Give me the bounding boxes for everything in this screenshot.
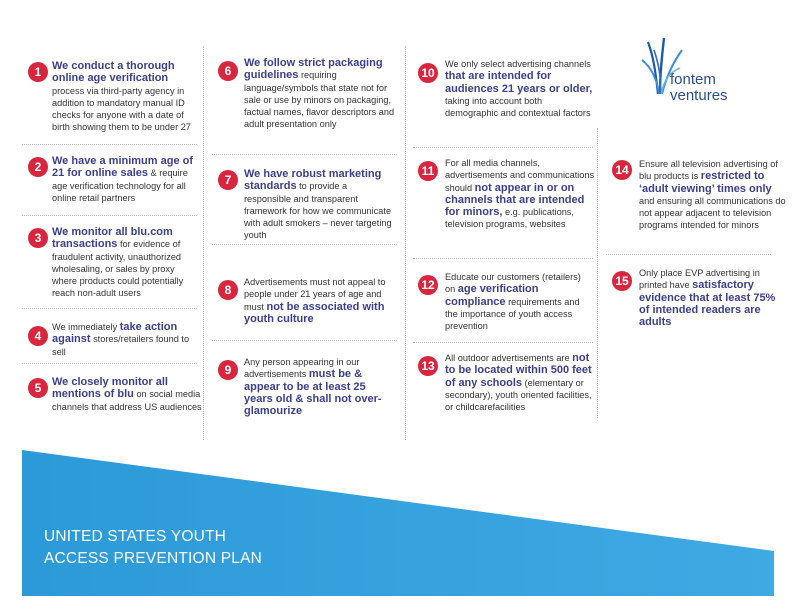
item-number-badge: 2: [28, 157, 48, 177]
title-banner: [22, 450, 774, 596]
item-text: [52, 226, 202, 300]
item-number-badge: 6: [218, 61, 238, 81]
column-divider: [203, 46, 204, 440]
item-number-badge: 12: [418, 275, 438, 295]
item-text-pre: Any person appearing in our advertisements: [244, 357, 360, 380]
row-divider: [22, 308, 197, 309]
item-text-post: on social media channels that address US audiences: [52, 389, 202, 412]
logo-name-line2: ventures: [670, 87, 728, 104]
item-text: [244, 57, 396, 131]
row-divider: [212, 154, 397, 155]
item-text-highlight: must be & appear to be at least 25 years old & shall not over-glamourize: [244, 368, 382, 418]
item-text-pre: Ensure all television advertising of blu products is: [639, 159, 778, 182]
row-divider: [22, 144, 197, 145]
row-divider: [22, 363, 197, 364]
item-text-post: and ensuring all communications do not appear adjacent to television programs intended for minors: [639, 195, 786, 231]
item-number-badge: 5: [28, 378, 48, 398]
row-divider: [413, 147, 593, 148]
item-text-highlight: take action against: [52, 321, 178, 346]
item-text-pre: We only select advertising channels: [445, 59, 591, 69]
item-text: [639, 267, 787, 328]
item-number-badge: 11: [418, 161, 438, 181]
item-number-badge: 7: [218, 170, 238, 190]
column-divider: [597, 128, 598, 418]
item-text-highlight: We conduct a thorough online age verification: [52, 60, 175, 85]
item-text-post: stores/retailers found to sell: [52, 334, 190, 357]
item-number-badge: 1: [28, 62, 48, 82]
item-text-highlight: not to be located within 500 feet of any schools: [445, 352, 592, 389]
item-text-highlight: We monitor all blu.com transactions: [52, 226, 173, 251]
item-text-highlight: We have robust marketing standards: [244, 168, 382, 193]
item-number-badge: 15: [612, 271, 632, 291]
column-divider: [405, 46, 406, 440]
item-number-badge: 14: [612, 160, 632, 180]
item-text-post: process via third-party agency in addition to mandatory manual ID checks for anyone with a date of birth showing them to be under 27: [52, 85, 191, 133]
row-divider: [413, 342, 593, 343]
item-text-post: for evidence of fraudulent activity, unauthorized wholesaling, or sales by proxy where products could potentially reach non-adult users: [52, 239, 184, 299]
item-text-post: requirements and the importance of youth access prevention: [445, 296, 580, 332]
item-number-badge: 9: [218, 360, 238, 380]
item-number-badge: 8: [218, 280, 238, 300]
item-text-post: (elementary or secondary), youth oriented facilities, or childcarefacilities: [445, 377, 592, 413]
item-text: [445, 58, 595, 119]
item-text: [52, 155, 202, 204]
item-text-pre: Educate our customers (retailers) on: [445, 272, 581, 295]
item-text-highlight: that are intended for audiences 21 years or older,: [445, 70, 593, 95]
item-text-post: & require age verification technology for all online retail partners: [52, 168, 188, 203]
logo: [640, 36, 770, 106]
row-divider: [22, 215, 197, 216]
item-text: [52, 60, 202, 134]
item-text-post: requiring language/symbols that state not for sale or use by minors on packaging, factual names, flavor descriptors and adult presentation only: [244, 70, 395, 130]
banner-title-line1: UNITED STATES YOUTH: [44, 528, 227, 545]
item-text-highlight: restricted to ‘adult viewing’ times only: [639, 170, 772, 195]
item-text: [445, 271, 593, 332]
item-text-highlight: satisfactory evidence that at least 75% of intended readers are adults: [639, 279, 776, 329]
item-text-pre: For all media channels, advertisements and communications should: [445, 158, 595, 193]
logo-name-line1: fontem: [670, 71, 716, 88]
item-text-pre: We immediately: [52, 322, 120, 332]
item-text-highlight: age verification compliance: [445, 283, 539, 308]
item-text-highlight: We follow strict packaging guidelines: [244, 57, 383, 82]
item-text: [244, 276, 396, 325]
item-text-pre: All outdoor advertisements are: [445, 353, 573, 363]
item-text-highlight: not be associated with youth culture: [244, 300, 385, 325]
item-text: [445, 352, 593, 413]
item-number-badge: 3: [28, 228, 48, 248]
item-text-highlight: We have a minimum age of 21 for online sales: [52, 155, 194, 180]
item-number-badge: 10: [418, 63, 438, 83]
row-divider: [212, 244, 397, 245]
row-divider: [413, 258, 593, 259]
item-text-pre: Only place EVP advertising in printed have: [639, 268, 760, 291]
item-text: [244, 168, 394, 242]
item-text-highlight: not appear in or on channels that are intended for minors,: [445, 181, 585, 219]
row-divider: [606, 254, 771, 255]
item-text-post: to provide a responsible and transparent framework for how we communicate with adult smokers – never targeting youth: [244, 181, 392, 241]
row-divider: [212, 340, 397, 341]
item-text: [52, 321, 202, 358]
item-text-post: e.g. publications, television programs, websites: [445, 207, 574, 230]
item-text-pre: Advertisements must not appeal to people under 21 years of age and must: [244, 277, 386, 312]
item-text-post: taking into account both demographic and contextual factors: [445, 95, 591, 119]
item-number-badge: 4: [28, 326, 48, 346]
item-text: [639, 158, 787, 232]
item-text: [445, 157, 595, 231]
item-text: [244, 356, 394, 417]
banner-title-line2: ACCESS PREVENTION PLAN: [44, 550, 263, 567]
item-text: [52, 376, 202, 413]
item-text-highlight: We closely monitor all mentions of blu: [52, 376, 168, 401]
item-number-badge: 13: [418, 356, 438, 376]
